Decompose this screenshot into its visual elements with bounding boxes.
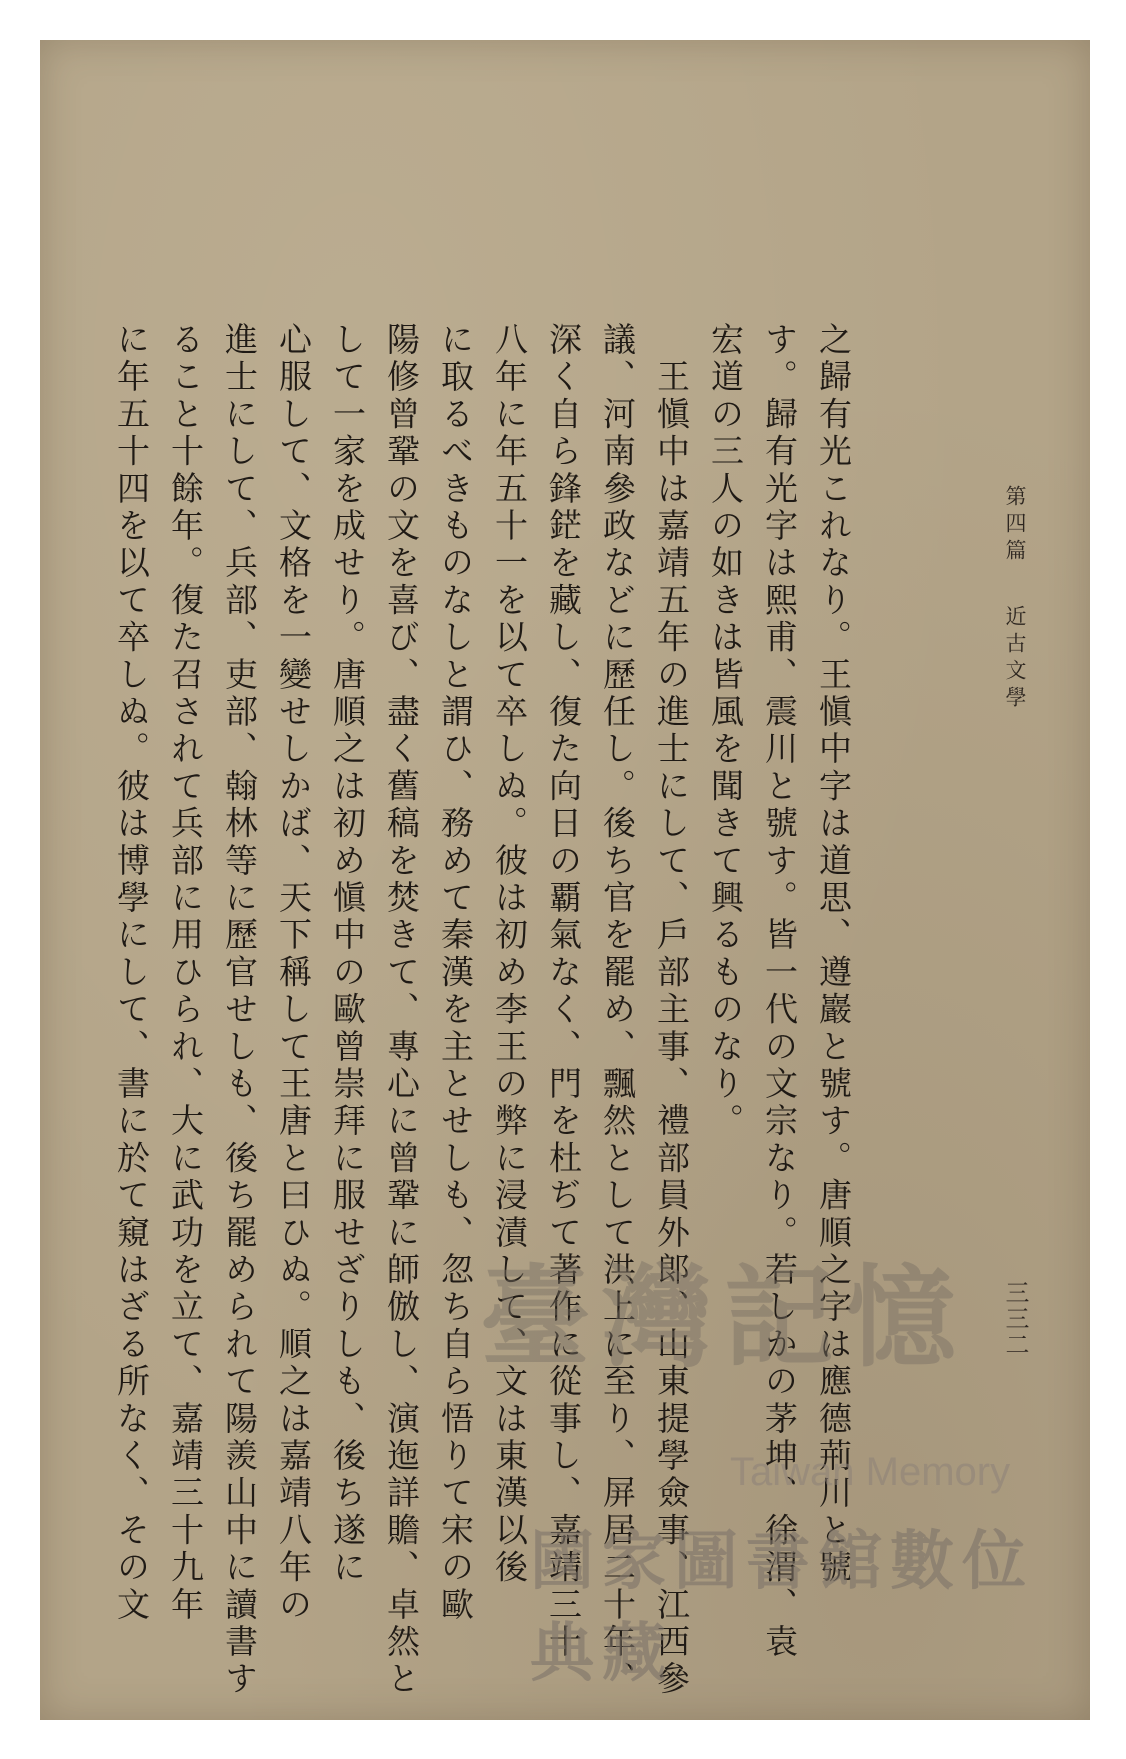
text-line: 心服して、文格を一變せしかば、天下稱して王唐と曰ひぬ。順之は嘉靖八年の <box>274 322 313 1624</box>
text-line: す。歸有光字は熙甫、震川と號す。皆一代の文宗なり。若しかの茅坤、徐渭、袁 <box>760 322 799 1662</box>
text-line: ること十餘年。復た召されて兵部に用ひられ、大に武功を立て、嘉靖三十九年 <box>166 322 205 1624</box>
watermark-english: Taiwan Memory <box>730 1450 1011 1494</box>
text-line: 議、河南參政などに歷任し。後ち官を罷め、飄然として洪上に至り、屏居二十年、 <box>598 322 637 1699</box>
text-line: して一家を成せり。唐順之は初め愼中の歐曾崇拜に服せざりしも、後ち遂に <box>328 322 367 1587</box>
watermark-chinese: 國家圖書館數位典藏 <box>530 1525 1034 1691</box>
page-number: 三三二 <box>1001 1280 1029 1358</box>
text-line: 深く自ら鋒鋩を藏し、復た向日の覇氣なく、門を杜ぢて著作に從事し、嘉靖三十 <box>544 322 583 1662</box>
text-line: 王愼中は嘉靖五年の進士にして、戶部主事、禮部員外郞、山東提學僉事、江西參 <box>652 322 691 1699</box>
watermark-logo: 臺灣記憶 <box>480 1253 968 1382</box>
text-line: 八年に年五十一を以て卒しぬ。彼は初め李王の弊に浸漬して、文は東漢以後 <box>490 322 529 1587</box>
text-line: 進士にして、兵部、吏部、翰林等に歷官せしも、後ち罷められて陽羨山中に讀書す <box>220 322 259 1699</box>
text-line: 宏道の三人の如きは皆風を聞きて興るものなり。 <box>706 322 745 1141</box>
book-page <box>40 40 1090 1720</box>
section-title: 近古文學 <box>1003 605 1027 713</box>
text-line: 之歸有光これなり。王愼中字は道思、遵巖と號す。唐順之字は應德荊川と號 <box>814 322 853 1587</box>
text-line: に取るべきものなしと謂ひ、務めて秦漢を主とせしも、忽ち自ら悟りて宋の歐 <box>436 322 475 1624</box>
text-line: 陽修曾鞏の文を喜び、盡く舊稿を焚きて、專心に曾鞏に師倣し、演迤詳贍、卓然と <box>382 322 421 1699</box>
text-line: に年五十四を以て卒しぬ。彼は博學にして、書に於て窺はざる所なく、その文 <box>112 322 151 1624</box>
section-label: 第四篇 <box>1003 485 1027 566</box>
